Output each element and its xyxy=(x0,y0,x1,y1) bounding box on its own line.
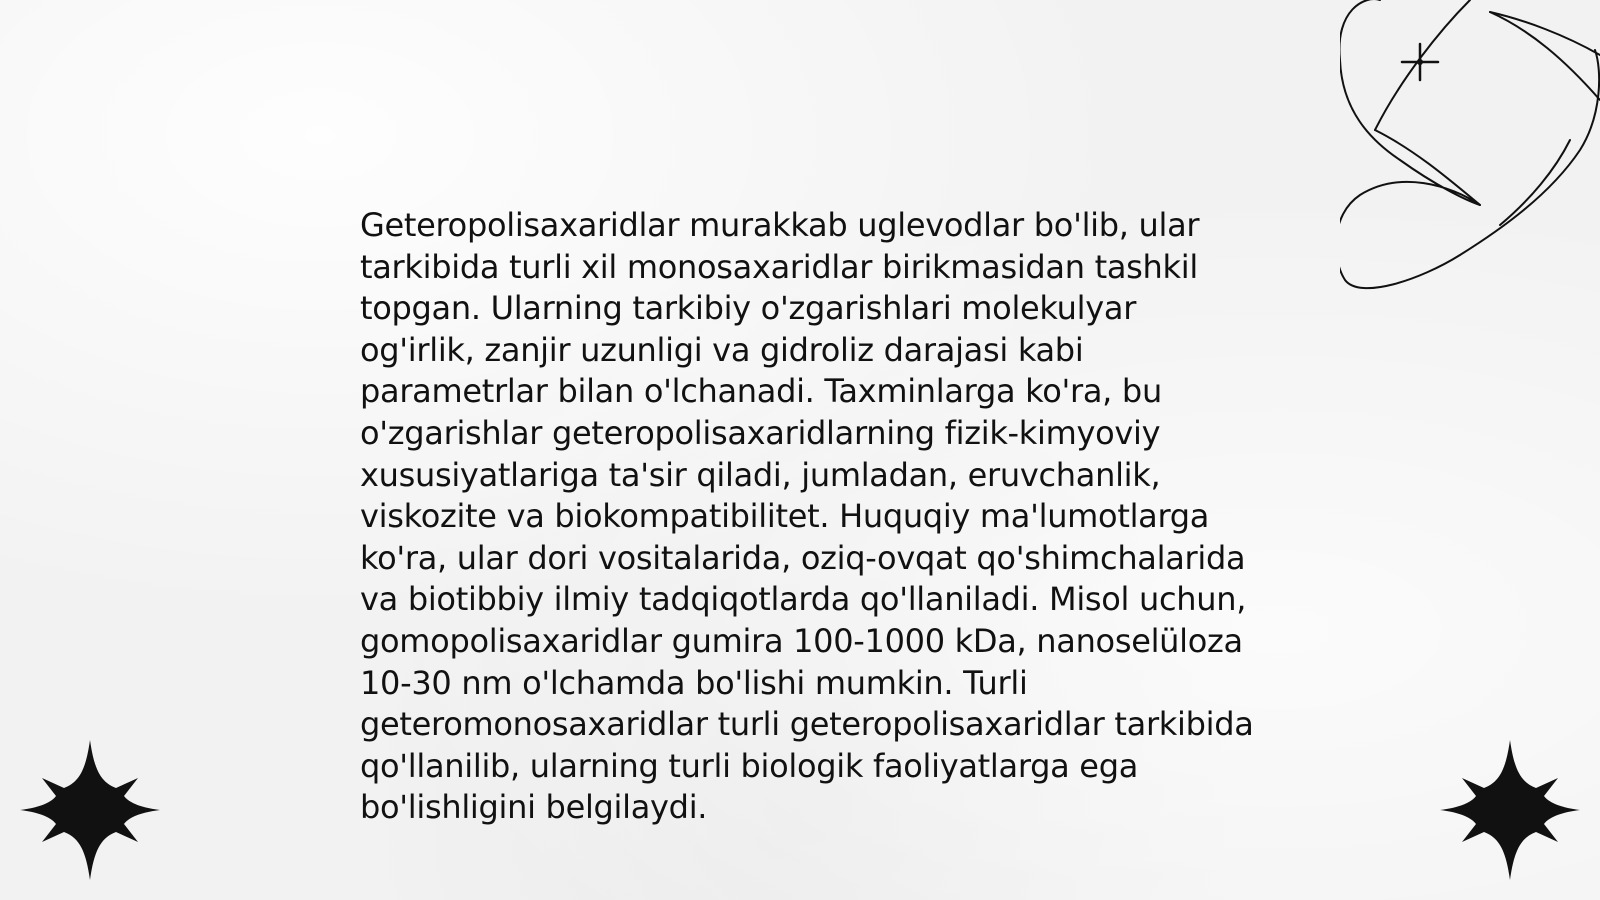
four-point-star-icon xyxy=(1440,740,1580,880)
body-paragraph: Geteropolisaxaridlar murakkab uglevodlar bo'lib, ular tarkibida turli xil monosaxaridlar birikmasidan tashkil topgan. Ularning tarkibiy o'zgarishlari molekulyar og'irlik, zanjir uzunligi va gidroliz darajasi kabi parametrlar bilan o'lchanadi. Taxminlarga ko'ra, bu o'zgarishlar geteropolisaxaridlarning fizik-kimyoviy xususiyatlariga ta'sir qiladi, jumladan, eruvchanlik, viskozite va biokompatibilitet. Huquqiy ma'lumotlarga ko'ra, ular dori vositalarida, oziq-ovqat qo'shimchalarida va biotibbiy ilmiy tadqiqotlarda qo'llaniladi. Misol uchun, gomopolisaxaridlar gumira 100-1000 kDa, nanoselüloza 10-30 nm o'lchamda bo'lishi mumkin. Turli geteromonosaxaridlar turli geteropolisaxaridlar tarkibida qo'llanilib, ularning turli biologik faoliyatlarga ega bo'lishligini belgilaydi. xyxy=(360,206,1254,827)
four-point-star-icon xyxy=(20,740,160,880)
orbit-line-sparkle-icon xyxy=(1340,0,1600,290)
